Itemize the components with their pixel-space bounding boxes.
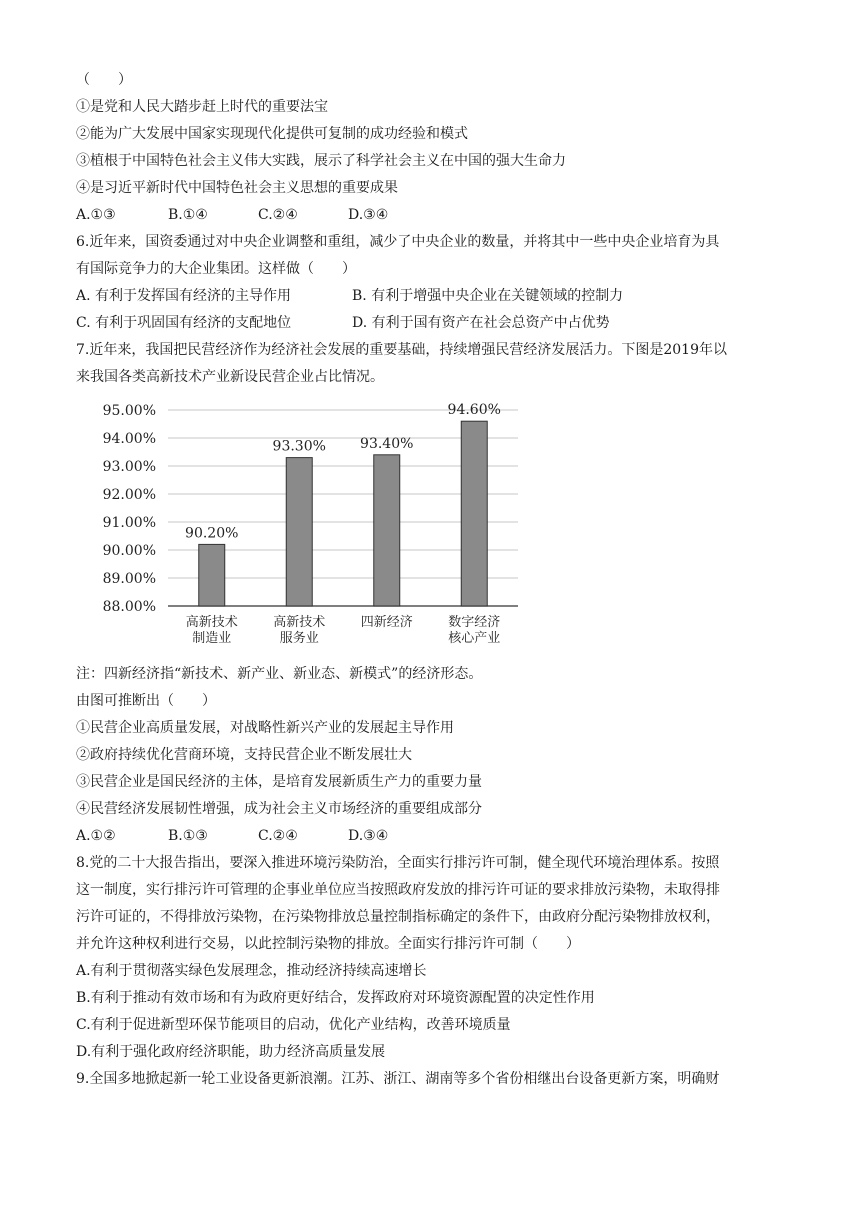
y-tick-label: 91.00% — [102, 515, 156, 531]
q6-stem-line-2: 有国际竞争力的大企业集团。这样做（ ） — [76, 261, 356, 277]
category-label: 高新技术 — [273, 615, 326, 630]
q5-item-1: ①是党和人民大踏步赶上时代的重要法宝 — [76, 99, 328, 115]
q8-option-c: C.有利于促进新型环保节能项目的启动，优化产业结构，改善环境质量 — [76, 1017, 511, 1033]
category-label: 四新经济 — [360, 615, 413, 630]
q7-option-a: A.①② — [76, 828, 116, 844]
q7-item-1: ①民营企业高质量发展，对战略性新兴产业的发展起主导作用 — [76, 720, 454, 736]
q8-stem-line-2: 这一制度，实行排污许可管理的企事业单位应当按照政府发放的排污许可证的要求排放污染物，未取得排 — [76, 882, 720, 898]
bar — [286, 458, 312, 606]
q8-option-a: A.有利于贯彻落实绿色发展理念，推动经济持续高速增长 — [76, 963, 427, 979]
category-label: 核心产业 — [448, 631, 501, 646]
bar-chart — [80, 392, 530, 660]
chart-y-ticks — [103, 403, 156, 615]
y-tick-label: 88.00% — [102, 599, 156, 615]
q5-option-b: B.①④ — [168, 207, 208, 223]
category-label: 高新技术 — [185, 615, 238, 630]
bar — [461, 421, 487, 606]
q8-option-d: D.有利于强化政府经济职能，助力经济高质量发展 — [76, 1044, 386, 1060]
q8-stem-line-1: 8.党的二十大报告指出，要深入推进环境污染防治，全面实行排污许可制，健全现代环境治理体系。按照 — [76, 855, 720, 871]
q5-item-4: ④是习近平新时代中国特色社会主义思想的重要成果 — [76, 180, 398, 196]
y-tick-label: 93.00% — [102, 459, 156, 475]
q5-paren: （ ） — [76, 72, 132, 88]
y-tick-label: 90.00% — [102, 543, 156, 559]
data-label: 90.20% — [185, 525, 239, 542]
category-label: 服务业 — [279, 631, 319, 646]
category-label: 制造业 — [192, 631, 232, 646]
q8-stem-line-4: 并允许这种权利进行交易，以此控制污染物的排放。全面实行排污许可制（ ） — [76, 936, 580, 952]
q6-option-d: D. 有利于国有资产在社会总资产中占优势 — [352, 315, 610, 331]
q7-item-4: ④民营经济发展韧性增强，成为社会主义市场经济的重要组成部分 — [76, 801, 482, 817]
data-label: 93.30% — [272, 438, 326, 455]
q6-option-c: C. 有利于巩固国有经济的支配地位 — [76, 315, 292, 331]
q5-option-c: C.②④ — [258, 207, 298, 223]
q6-stem-line-1: 6.近年来，国资委通过对中央企业调整和重组，减少了中央企业的数量，并将其中一些中央企业培育为具 — [76, 234, 720, 250]
q7-item-3: ③民营企业是国民经济的主体，是培育发展新质生产力的重要力量 — [76, 774, 482, 790]
data-label: 93.40% — [360, 435, 414, 452]
q5-item-3: ③植根于中国特色社会主义伟大实践，展示了科学社会主义在中国的强大生命力 — [76, 153, 566, 169]
q6-option-a: A. 有利于发挥国有经济的主导作用 — [76, 288, 292, 304]
q7-ask: 由图可推断出（ ） — [76, 693, 216, 709]
data-label: 94.60% — [447, 402, 501, 419]
q7-stem-line-2: 来我国各类高新技术产业新设民营企业占比情况。 — [76, 369, 384, 385]
category-label: 数字经济 — [448, 615, 501, 630]
q7-item-2: ②政府持续优化营商环境，支持民营企业不断发展壮大 — [76, 747, 412, 763]
q5-item-2: ②能为广大发展中国家实现现代化提供可复制的成功经验和模式 — [76, 126, 468, 142]
q7-option-c: C.②④ — [258, 828, 298, 844]
q7-stem-line-1: 7.近年来，我国把民营经济作为经济社会发展的重要基础，持续增强民营经济发展活力。下图是2019年以 — [76, 342, 727, 358]
q7-option-d: D.③④ — [348, 828, 389, 844]
y-tick-label: 94.00% — [102, 431, 156, 447]
chart-data-labels — [185, 402, 501, 541]
bar — [199, 544, 225, 606]
q7-option-b: B.①③ — [168, 828, 208, 844]
q7-note: 注：四新经济指“新技术、新产业、新业态、新模式”的经济形态。 — [76, 666, 483, 682]
q9-stem-line-1: 9.全国多地掀起新一轮工业设备更新浪潮。江苏、浙江、湖南等多个省份相继出台设备更新方案，明确财 — [76, 1071, 720, 1087]
q8-stem-line-3: 污许可证的，不得排放污染物，在污染物排放总量控制指标确定的条件下，由政府分配污染物排放权利， — [76, 909, 720, 925]
q5-option-a: A.①③ — [76, 207, 116, 223]
q5-option-d: D.③④ — [348, 207, 389, 223]
bar — [374, 455, 400, 606]
y-tick-label: 95.00% — [102, 403, 156, 419]
q8-option-b: B.有利于推动有效市场和有为政府更好结合，发挥政府对环境资源配置的决定性作用 — [76, 990, 595, 1006]
chart-categories — [186, 614, 501, 646]
q6-option-b: B. 有利于增强中央企业在关键领域的控制力 — [352, 288, 624, 304]
y-tick-label: 89.00% — [102, 571, 156, 587]
y-tick-label: 92.00% — [102, 487, 156, 503]
